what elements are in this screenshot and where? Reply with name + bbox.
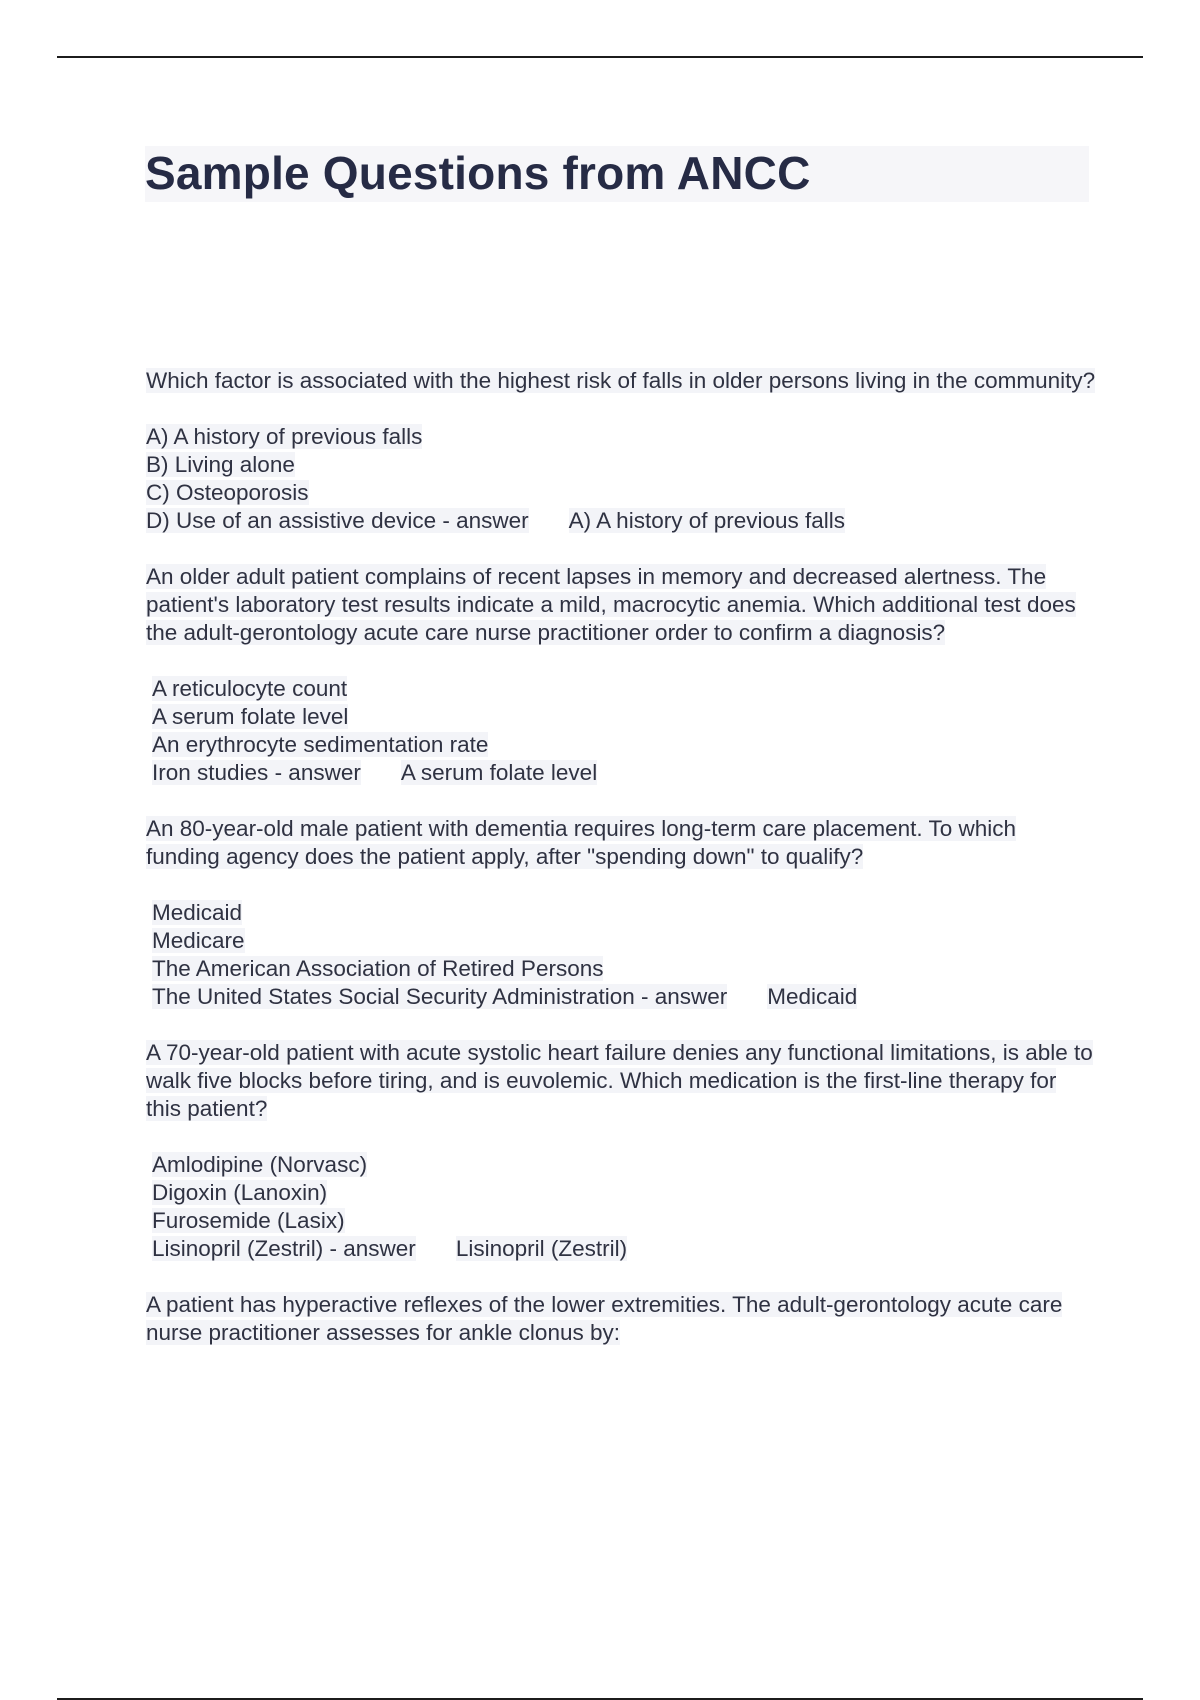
option-item: A serum folate level (152, 704, 349, 729)
question-3 (146, 815, 1096, 1011)
question-1-options (146, 423, 1096, 535)
question-5 (146, 1291, 1096, 1347)
option-item: Medicaid (152, 900, 243, 925)
option-item-with-answer (152, 983, 1096, 1011)
option-item: Medicare (152, 928, 245, 953)
option-item-with-answer (152, 1235, 1096, 1263)
question-2-text: An older adult patient complains of recent lapses in memory and decreased alertness. The patient's laboratory test results indicate a mild, macrocytic anemia. Which additional test does the adult-gerontology acute care nurse practitioner order to confirm a diagnosis? (146, 564, 1076, 645)
question-1 (146, 367, 1096, 535)
last-option: Lisinopril (Zestril) - answer (152, 1236, 416, 1261)
question-5-text: A patient has hyperactive reflexes of the lower extremities. The adult-gerontology acute care nurse practitioner assesses for ankle clonus by: (146, 1292, 1063, 1345)
last-option: D) Use of an assistive device - answer (146, 508, 529, 533)
answer-text: Lisinopril (Zestril) (455, 1236, 628, 1261)
answer-text: Medicaid (767, 984, 858, 1009)
option-item-with-answer (146, 507, 1096, 535)
option-item: A) A history of previous falls (146, 424, 423, 449)
option-item: B) Living alone (146, 452, 295, 477)
header-rule (57, 56, 1143, 58)
question-4-text: A 70-year-old patient with acute systolic heart failure denies any functional limitations, is able to walk five blocks before tiring, and is euvolemic. Which medication is the first-line therapy for this patient? (146, 1040, 1093, 1121)
option-item: The American Association of Retired Persons (152, 956, 604, 981)
option-item: Digoxin (Lanoxin) (152, 1180, 328, 1205)
question-2 (146, 563, 1096, 787)
option-item: A reticulocyte count (152, 676, 348, 701)
last-option: Iron studies - answer (152, 760, 361, 785)
option-item: C) Osteoporosis (146, 480, 309, 505)
question-2-options (146, 675, 1096, 787)
option-item: Furosemide (Lasix) (152, 1208, 345, 1233)
question-3-options (146, 899, 1096, 1011)
question-4 (146, 1039, 1096, 1263)
last-option: The United States Social Security Administration - answer (152, 984, 728, 1009)
answer-text: A serum folate level (400, 760, 598, 785)
question-1-text: Which factor is associated with the highest risk of falls in older persons living in the community? (146, 368, 1096, 393)
question-3-text: An 80-year-old male patient with dementia requires long-term care placement. To which funding agency does the patient apply, after "spending down" to qualify? (146, 816, 1017, 869)
question-4-options (146, 1151, 1096, 1263)
page-title: Sample Questions from ANCC (145, 147, 811, 199)
option-item-with-answer (152, 759, 1096, 787)
question-list (146, 367, 1096, 1375)
option-item: Amlodipine (Norvasc) (152, 1152, 368, 1177)
answer-text: A) A history of previous falls (568, 508, 846, 533)
option-item: An erythrocyte sedimentation rate (152, 732, 489, 757)
